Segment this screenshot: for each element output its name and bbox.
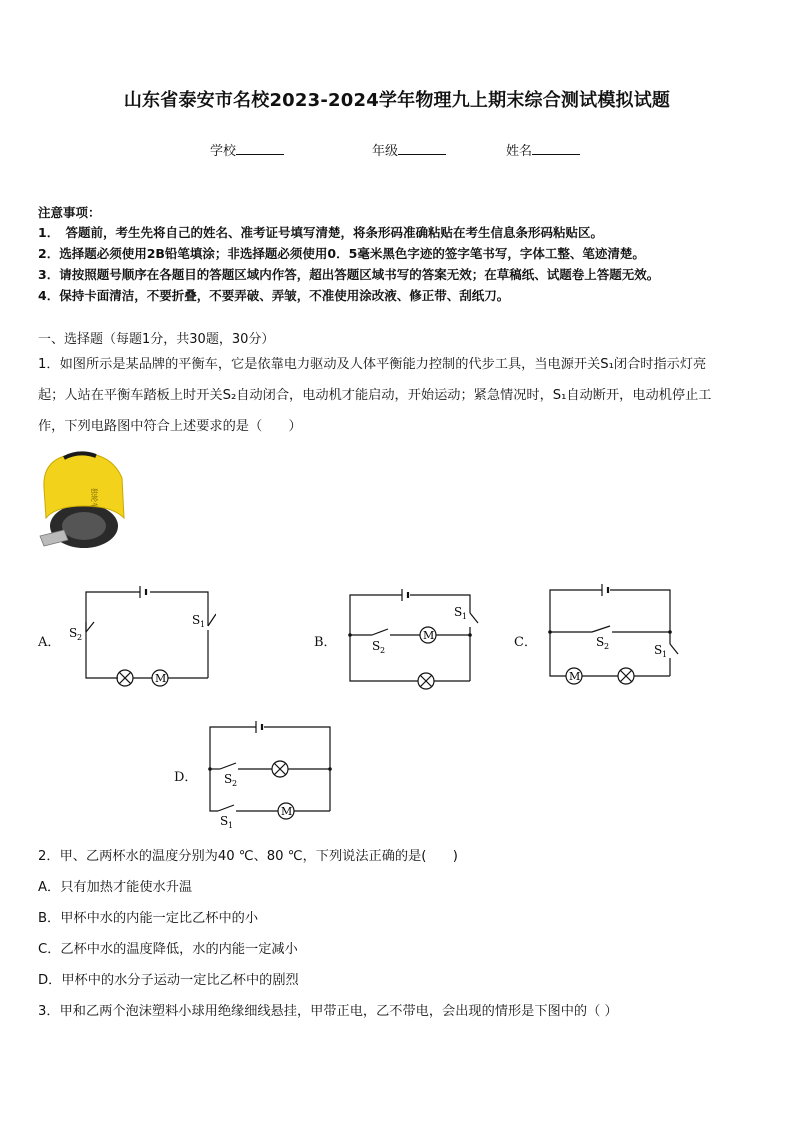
- q2-stem: 2．甲、乙两杯水的温度分别为40 ℃、80 ℃，下列说法正确的是( ): [38, 849, 458, 864]
- b-s2-sub: 2: [380, 646, 386, 655]
- d-s1-label: S: [220, 814, 229, 828]
- a-s2-sub: 2: [77, 633, 83, 642]
- grade-label: 年级: [372, 144, 399, 159]
- c-motor-symbol: M: [569, 670, 581, 683]
- circuit-c[interactable]: [540, 582, 685, 687]
- school-label: 学校: [210, 144, 237, 159]
- q1-stem-line1: 1．如图所示是某品牌的平衡车，它是依靠电力驱动及人体平衡能力控制的代步工具，当电源开关S₁闭合时指示灯亮: [38, 357, 707, 372]
- scooter-text: 独轮车: [90, 488, 98, 509]
- a-s1-label: S: [192, 613, 201, 627]
- a-s2-label: S: [69, 626, 78, 640]
- circuit-d[interactable]: [200, 717, 340, 832]
- b-s1-label: S: [454, 605, 463, 619]
- name-blank[interactable]: [532, 142, 580, 155]
- a-motor-symbol: M: [155, 672, 167, 685]
- grade-blank[interactable]: [398, 142, 446, 155]
- circuit-a[interactable]: [66, 582, 216, 690]
- option-a-label[interactable]: A．: [38, 635, 61, 650]
- option-d-label[interactable]: D．: [174, 770, 198, 785]
- note-item: 4．保持卡面清洁，不要折叠，不要弄破、弄皱，不准使用涂改液、修正带、刮纸刀。: [38, 288, 510, 303]
- notes-heading: 注意事项：: [38, 205, 101, 220]
- note-item: 1． 答题前，考生先将自己的姓名、准考证号填写清楚，将条形码准确粘贴在考生信息条形码粘贴区。: [38, 225, 603, 240]
- q2-option-a[interactable]: A．只有加热才能使水升温: [38, 880, 193, 895]
- grade-field: [372, 140, 446, 159]
- school-field: [210, 140, 284, 159]
- d-s1-sub: 1: [228, 821, 234, 830]
- b-s2-label: S: [372, 639, 381, 653]
- c-s1-sub: 1: [662, 650, 668, 659]
- d-motor-symbol: M: [281, 805, 293, 818]
- page-title: 山东省泰安市名校2023-2024学年物理九上期末综合测试模拟试题: [123, 90, 671, 111]
- note-item: 3．请按照题号顺序在各题目的答题区域内作答，超出答题区域书写的答案无效；在草稿纸、试题卷上答题无效。: [38, 267, 660, 282]
- q1-stem-line3: 作，下列电路图中符合上述要求的是（ ）: [38, 419, 302, 434]
- q2-option-d[interactable]: D．甲杯中的水分子运动一定比乙杯中的剧烈: [38, 973, 299, 988]
- option-b-label[interactable]: B．: [314, 635, 337, 650]
- d-s2-label: S: [224, 772, 233, 786]
- section-heading: 一、选择题（每题1分，共30题，30分）: [38, 332, 275, 347]
- option-c-label[interactable]: C．: [514, 635, 537, 650]
- note-item: 2．选择题必须使用2B铅笔填涂；非选择题必须使用0．5毫米黑色字迹的签字笔书写，字体工整、笔迹清楚。: [38, 246, 645, 261]
- b-motor-symbol: M: [423, 629, 435, 642]
- q3-stem: 3．甲和乙两个泡沫塑料小球用绝缘细线悬挂，甲带正电，乙不带电，会出现的情形是下图中的（ ）: [38, 1004, 618, 1019]
- name-label: 姓名: [506, 144, 533, 159]
- q1-stem-line2: 起；人站在平衡车踏板上时开关S₂自动闭合，电动机才能启动，开始运动；紧急情况时，S₁自动断开，电动机停止工: [38, 388, 712, 403]
- d-s2-sub: 2: [232, 779, 238, 788]
- a-s1-sub: 1: [200, 620, 206, 629]
- school-blank[interactable]: [236, 142, 284, 155]
- b-s1-sub: 1: [462, 612, 468, 621]
- balance-scooter-image: [34, 448, 134, 553]
- circuit-b[interactable]: [340, 585, 480, 690]
- name-field: [506, 140, 580, 159]
- q2-option-c[interactable]: C．乙杯中水的温度降低，水的内能一定减小: [38, 942, 298, 957]
- c-s2-label: S: [596, 635, 605, 649]
- q2-option-b[interactable]: B．甲杯中水的内能一定比乙杯中的小: [38, 911, 259, 926]
- c-s1-label: S: [654, 643, 663, 657]
- c-s2-sub: 2: [604, 642, 610, 651]
